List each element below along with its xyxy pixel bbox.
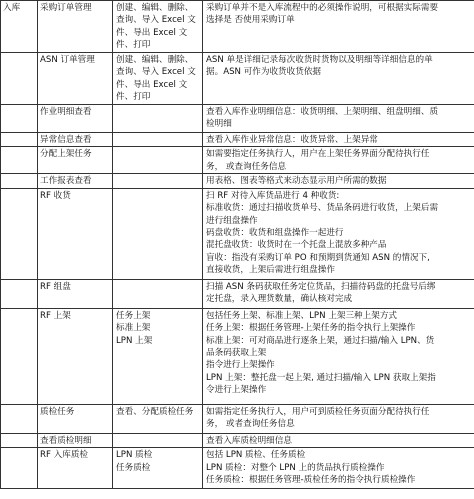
cell-line: 任务上架：根据任务管理-上架任务的指令执行上架操作 bbox=[206, 323, 416, 334]
function-cell bbox=[38, 188, 113, 279]
section-cell bbox=[1, 404, 38, 433]
table-row bbox=[1, 1, 474, 53]
function-cell bbox=[38, 1, 113, 53]
operation-cell bbox=[113, 133, 203, 147]
cell-line: 务， 或查询任务信息 bbox=[206, 161, 287, 172]
description-cell bbox=[203, 448, 474, 489]
cell-line: 包括 LPN 质检、任务质检 bbox=[206, 450, 306, 461]
cell-line: RF 入库质检 bbox=[40, 450, 89, 461]
cell-line: 查看质检明细 bbox=[40, 435, 92, 446]
description-cell bbox=[203, 53, 474, 105]
cell-line: 查看入库作业明细信息：收货明细、上架明细、组盘明细、质 bbox=[206, 107, 439, 117]
operation-cell bbox=[113, 308, 203, 404]
section-cell bbox=[1, 105, 38, 133]
table-row bbox=[1, 308, 474, 404]
cell-line: 扫 RF 对待入库货品进行 4 种收货: bbox=[206, 190, 340, 201]
cell-line: 件、导出 Excel 文 bbox=[116, 79, 188, 90]
cell-line: 混托盘收货：收货时在一个托盘上混放多种产品 bbox=[206, 240, 387, 251]
cell-line: 盲收：指没有采购订单 PO 和预期到货通知 ASN 的情况下, bbox=[206, 252, 430, 263]
cell-line: 查看入库作业异常信息：收货异常、上架异常 bbox=[206, 135, 378, 145]
function-cell bbox=[38, 133, 113, 147]
function-cell bbox=[38, 308, 113, 404]
cell-line: LPN 质检：对整个 LPN 上的货品执行质检操作 bbox=[206, 462, 385, 473]
section-cell bbox=[1, 433, 38, 447]
operation-cell bbox=[113, 147, 203, 174]
operation-cell bbox=[113, 404, 203, 433]
function-cell bbox=[38, 53, 113, 105]
description-cell bbox=[203, 174, 474, 188]
cell-line: 务， 或者查询任务信息 bbox=[206, 419, 295, 430]
section-cell bbox=[1, 308, 38, 404]
cell-line: 工作报表查看 bbox=[40, 176, 92, 187]
cell-line: 据。ASN 可作为收货收货依据 bbox=[206, 67, 322, 78]
cell-line: 定托盘，录入理货数量，确认核对完成 bbox=[206, 294, 353, 305]
description-cell bbox=[203, 308, 474, 404]
cell-line: 标准上架 bbox=[116, 323, 151, 334]
cell-line: 令进行上架操作 bbox=[206, 385, 267, 396]
table-row bbox=[1, 174, 474, 188]
table-row bbox=[1, 279, 474, 308]
cell-line: 任务质检 bbox=[116, 462, 151, 473]
function-cell bbox=[38, 105, 113, 133]
table-row bbox=[1, 188, 474, 279]
section-cell bbox=[1, 188, 38, 279]
table-row bbox=[1, 147, 474, 174]
cell-line: 标准上架：可对商品进行逐条上架，通过扫描/输入 LPN、货 bbox=[206, 335, 435, 346]
cell-line: 检明细 bbox=[206, 119, 232, 130]
cell-line: 件、打印 bbox=[116, 92, 151, 103]
cell-line: 如需要指定任务执行人，用户在上架任务界面分配待执行任 bbox=[206, 149, 430, 160]
description-cell bbox=[203, 105, 474, 133]
description-cell bbox=[203, 133, 474, 147]
function-cell bbox=[38, 279, 113, 308]
cell-line: 如需指定任务执行人，用户可到质检任务页面分配待执行任 bbox=[206, 406, 430, 417]
cell-line: 采购订单管理 bbox=[40, 3, 92, 13]
description-cell bbox=[203, 279, 474, 308]
cell-line: RF 上架 bbox=[40, 310, 71, 321]
cell-line: 质检任务 bbox=[40, 406, 75, 417]
function-cell bbox=[38, 174, 113, 188]
function-cell bbox=[38, 404, 113, 433]
section-cell bbox=[1, 133, 38, 147]
operation-cell bbox=[113, 53, 203, 105]
cell-line: ASN 单是详细记录每次收货时货物以及明细等详细信息的单 bbox=[206, 55, 433, 65]
cell-line: 查看、分配质检任务 bbox=[116, 406, 194, 417]
table-row bbox=[1, 404, 474, 433]
description-cell bbox=[203, 404, 474, 433]
function-cell bbox=[38, 147, 113, 174]
table-row bbox=[1, 433, 474, 447]
function-cell bbox=[38, 433, 113, 447]
operation-cell bbox=[113, 105, 203, 133]
description-cell bbox=[203, 147, 474, 174]
cell-line: 件、导出 Excel 文 bbox=[116, 27, 188, 38]
table-body bbox=[1, 1, 474, 489]
table-row bbox=[1, 448, 474, 489]
cell-line: 查看入库质检明细信息 bbox=[206, 435, 292, 446]
cell-line: 创建、编辑、删除、 bbox=[116, 55, 194, 65]
cell-line: 任务质检：根据任务管理-质检任务的指令执行质检操作 bbox=[206, 475, 416, 486]
operation-cell bbox=[113, 448, 203, 489]
cell-line: 异常信息查看 bbox=[40, 135, 92, 145]
cell-line: 任务上架 bbox=[116, 310, 151, 321]
cell-line: ASN 订单管理 bbox=[40, 55, 95, 65]
section-cell bbox=[1, 1, 38, 53]
cell-line: LPN 质检 bbox=[116, 450, 153, 461]
section-cell bbox=[1, 279, 38, 308]
operation-cell bbox=[113, 279, 203, 308]
cell-line: 查询、导入 Excel 文 bbox=[116, 15, 196, 26]
cell-line: 采购订单并不是入库流程中的必须操作说明，可根据实际需要 bbox=[206, 3, 439, 13]
table-row bbox=[1, 53, 474, 105]
cell-line: 进行组盘操作 bbox=[206, 215, 258, 226]
cell-line: 查询、导入 Excel 文 bbox=[116, 67, 196, 78]
section-cell bbox=[1, 53, 38, 105]
table-row bbox=[1, 133, 474, 147]
table-row bbox=[1, 105, 474, 133]
operation-cell bbox=[113, 433, 203, 447]
description-cell bbox=[203, 1, 474, 53]
cell-line: 作业明细查看 bbox=[40, 107, 92, 117]
cell-line: 包括任务上架、标准上架、LPN 上架三种上架方式 bbox=[206, 310, 398, 321]
cell-line: 指令进行上架操作 bbox=[206, 360, 275, 371]
operation-cell bbox=[113, 188, 203, 279]
cell-line: RF 组盘 bbox=[40, 281, 71, 292]
cell-line: 码盘收货：收货和组盘操作一起进行 bbox=[206, 228, 344, 239]
cell-line: 扫描 ASN 条码获取任务定位货品，扫描待码盘的托盘号后绑 bbox=[206, 281, 436, 292]
cell-line: 标准收货：通过扫描收货单号、货品条码进行收货，上架后需 bbox=[206, 203, 439, 214]
operation-cell bbox=[113, 1, 203, 53]
cell-line: 选择是 否使用采购订单 bbox=[206, 15, 295, 26]
cell-line: 品条码获取上架 bbox=[206, 348, 267, 359]
operation-cell bbox=[113, 174, 203, 188]
cell-line: RF 收货 bbox=[40, 190, 71, 201]
section-cell bbox=[1, 174, 38, 188]
section-cell bbox=[1, 147, 38, 174]
cell-line: LPN 上架：整托盘一起上架, 通过扫描/输入 LPN 获取上架指 bbox=[206, 372, 436, 383]
description-cell bbox=[203, 433, 474, 447]
cell-line: 分配上架任务 bbox=[40, 149, 92, 160]
function-cell bbox=[38, 448, 113, 489]
cell-line: 直接收货，上架后需进行组盘操作 bbox=[206, 265, 335, 276]
description-cell bbox=[203, 188, 474, 279]
cell-line: 件、打印 bbox=[116, 40, 151, 51]
cell-line: LPN 上架 bbox=[116, 335, 153, 346]
cell-line: 创建、编辑、删除、 bbox=[116, 3, 194, 13]
cell-line: 用表格、图表等格式来动态显示用户所需的数据 bbox=[206, 176, 387, 187]
cell-text: 入库 bbox=[3, 3, 21, 13]
section-cell bbox=[1, 448, 38, 489]
